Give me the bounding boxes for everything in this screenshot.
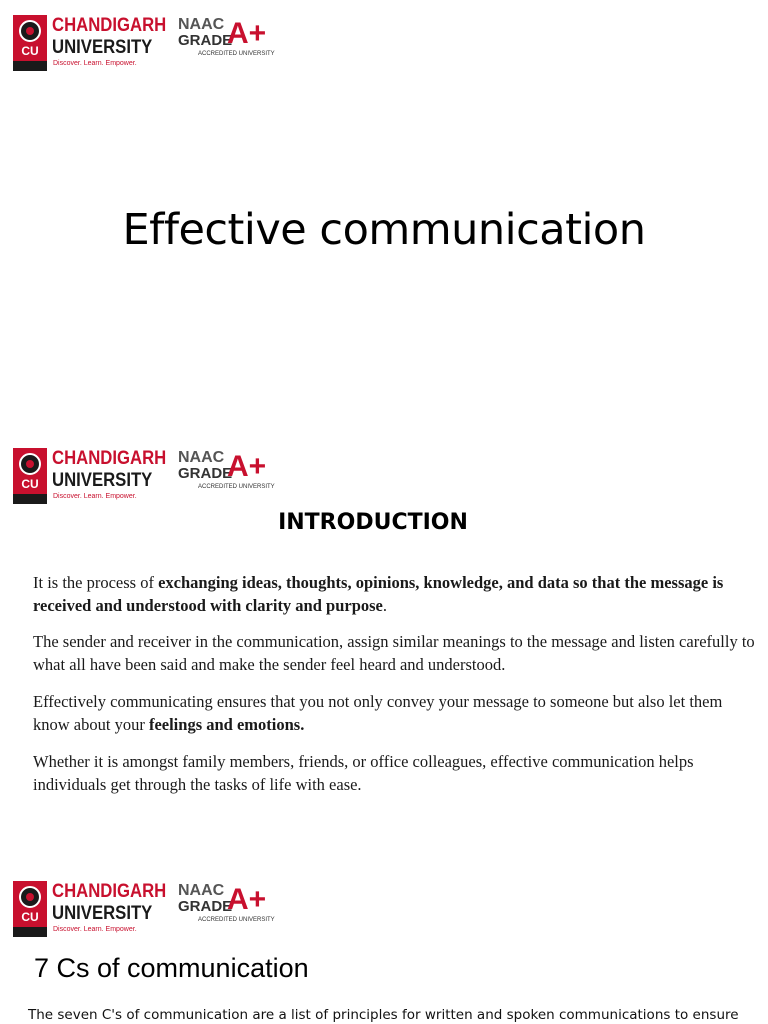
grade-value: A+ [227, 450, 267, 483]
accredited-label: ACCREDITED UNIVERSITY [198, 51, 275, 57]
university-name-line2: UNIVERSITY [52, 903, 153, 924]
naac-label: NAAC [178, 882, 225, 899]
paragraph-text: . [382, 596, 388, 615]
grade-label: GRADE [178, 898, 233, 915]
paragraph-emphasis: exchanging ideas, thoughts, opinions, knowledge, and data so that the message is received and understood with clarity and purpose [33, 573, 724, 615]
naac-badge [178, 17, 273, 57]
crest-icon [13, 881, 47, 937]
paragraph-effectiveness [33, 690, 758, 736]
university-logo [13, 881, 273, 937]
university-name [52, 881, 166, 925]
grade-label: GRADE [178, 32, 233, 49]
naac-label: NAAC [178, 449, 225, 466]
accredited-label: ACCREDITED UNIVERSITY [198, 917, 275, 923]
grade-value: A+ [227, 883, 267, 916]
paragraph-sender-receiver: The sender and receiver in the communication, assign similar meanings to the message and listen carefully to what all have been said and make the sender feel heard and understood. [33, 632, 755, 674]
slide-seven-cs [0, 866, 768, 1024]
crest-text: CU [21, 44, 39, 58]
crest-text: CU [21, 910, 39, 924]
paragraph-everyday: Whether it is amongst family members, friends, or office colleagues, effective communication helps individuals get through the tasks of life with ease. [33, 752, 694, 794]
crest-icon [13, 15, 47, 71]
tagline: Discover. Learn. Empower. [53, 926, 137, 933]
crest-icon [13, 448, 47, 504]
university-logo [13, 15, 273, 71]
grade-value: A+ [227, 17, 267, 50]
grade-label: GRADE [178, 465, 233, 482]
paragraph-text: It is the process of [33, 573, 159, 592]
seven-cs-intro-text: The seven C's of communication are a list of principles for written and spoken communications to ensure [28, 1007, 739, 1023]
naac-badge [178, 883, 273, 923]
university-name-line1: CHANDIGARH [52, 881, 167, 902]
university-name [52, 448, 166, 492]
paragraph-text: Effectively communicating ensures that you not only convey your message to someone but also let them know about your [33, 692, 723, 734]
slide-title-text: Effective communication [122, 205, 646, 255]
tagline: Discover. Learn. Empower. [53, 493, 137, 500]
university-name-line2: UNIVERSITY [52, 37, 153, 58]
university-name [52, 15, 166, 59]
university-name-line1: CHANDIGARH [52, 15, 167, 36]
university-name-line2: UNIVERSITY [52, 470, 153, 491]
university-logo [13, 448, 273, 504]
naac-label: NAAC [178, 16, 225, 33]
accredited-label: ACCREDITED UNIVERSITY [198, 484, 275, 490]
paragraph-emphasis: feelings and emotions. [148, 715, 305, 734]
slide-introduction [0, 432, 768, 866]
seven-cs-title: 7 Cs of communication [34, 953, 309, 983]
tagline: Discover. Learn. Empower. [53, 60, 137, 67]
slide-title [0, 0, 768, 432]
introduction-heading: INTRODUCTION [278, 510, 468, 535]
crest-text: CU [21, 477, 39, 491]
university-name-line1: CHANDIGARH [52, 448, 167, 469]
paragraph-definition [33, 571, 758, 617]
naac-badge [178, 450, 273, 490]
